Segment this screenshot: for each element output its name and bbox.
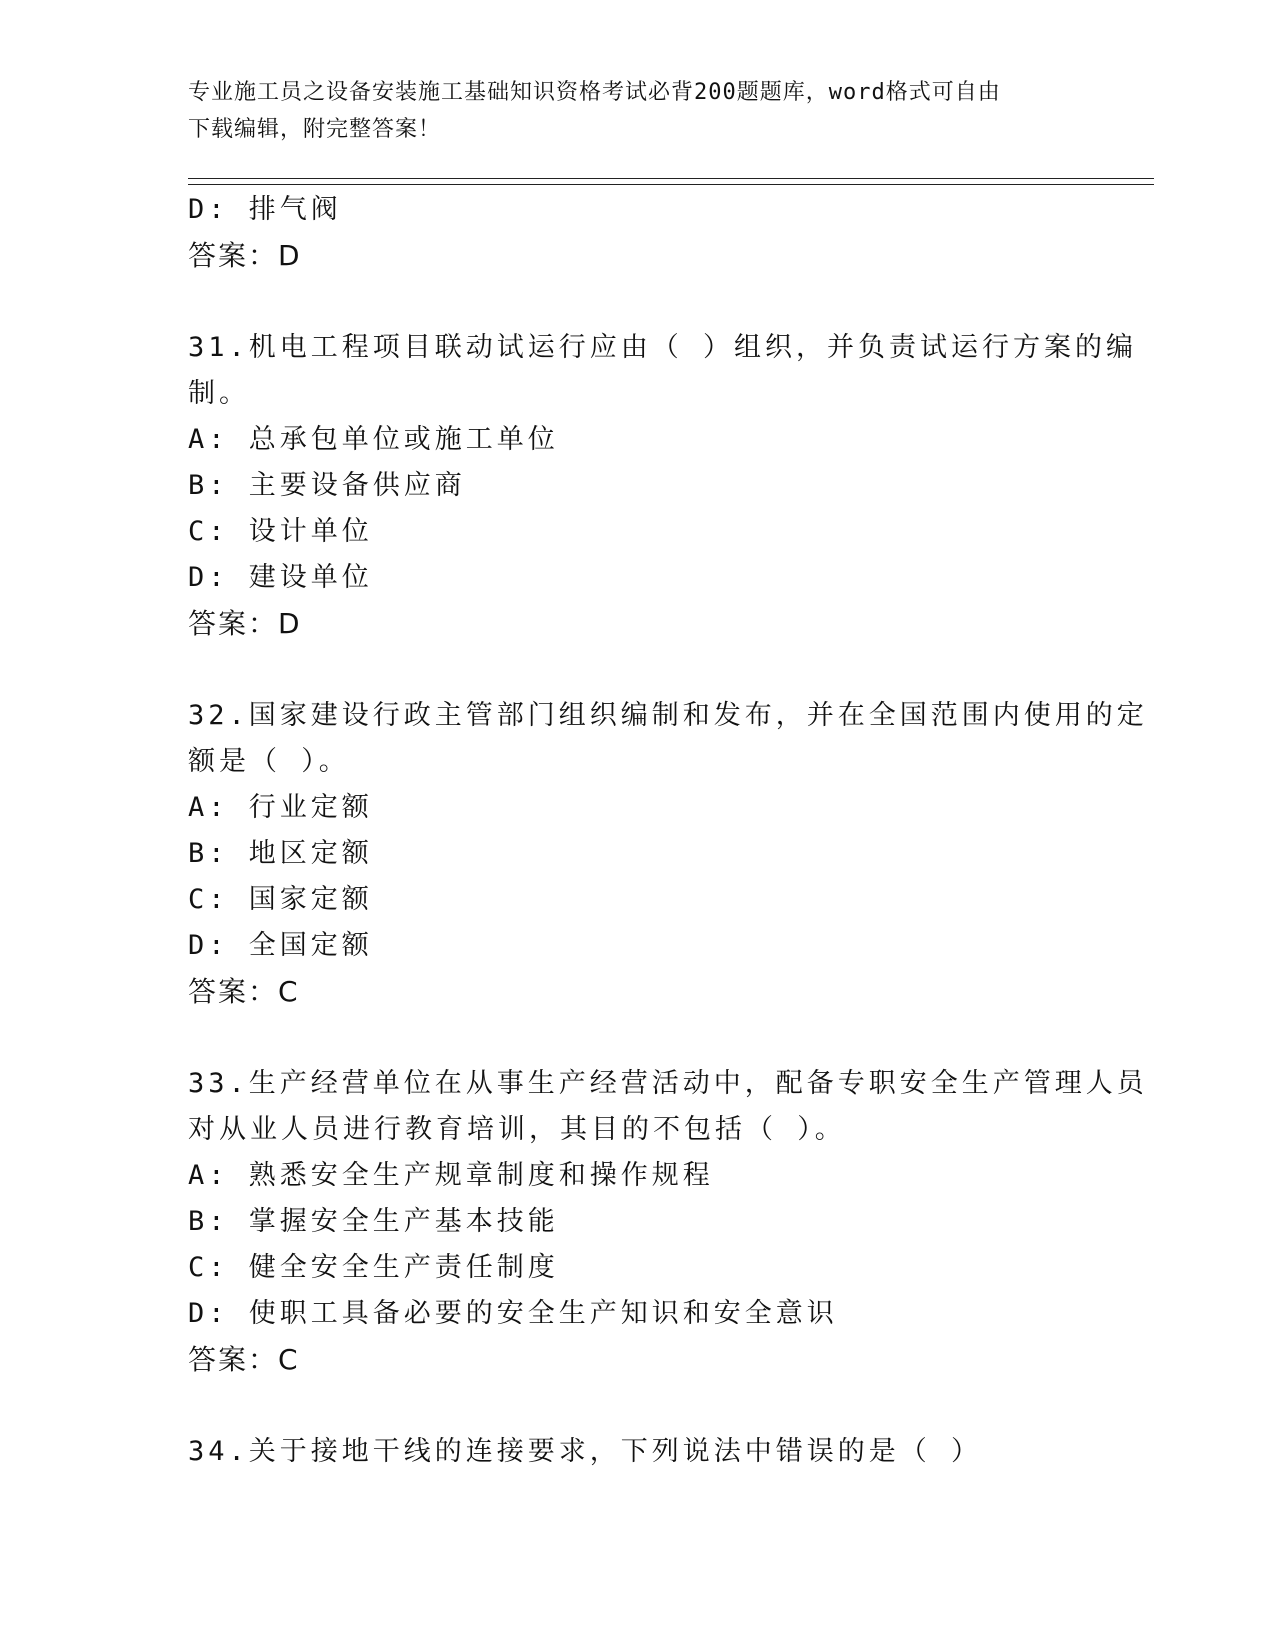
question-32-text-line-2: 额是（ ）。 [188,746,350,777]
question-32-option-a: A: 行业定额 [188,792,373,823]
option-d-prev: D: 排气阀 [188,194,342,225]
question-34-text-line-1: 34.关于接地干线的连接要求，下列说法中错误的是（ ） [188,1436,983,1467]
question-31-option-c: C: 设计单位 [188,516,373,547]
answer-prev: 答案：D [188,239,302,272]
question-31-text-line-2: 制。 [188,378,250,409]
question-33-text-line-1: 33.生产经营单位在从事生产经营活动中，配备专职安全生产管理人员 [188,1068,1148,1099]
question-32-option-c: C: 国家定额 [188,884,373,915]
question-32-option-d: D: 全国定额 [188,930,373,961]
question-33-option-d: D: 使职工具备必要的安全生产知识和安全意识 [188,1298,838,1329]
question-33-option-c: C: 健全安全生产责任制度 [188,1252,559,1283]
question-33-option-b: B: 掌握安全生产基本技能 [188,1206,559,1237]
spacer [188,279,1088,325]
question-32-option-b: B: 地区定额 [188,838,373,869]
question-31-option-d: D: 建设单位 [188,562,373,593]
header-divider-bottom [188,184,1154,185]
question-33-option-a: A: 熟悉安全生产规章制度和操作规程 [188,1160,714,1191]
question-31-option-a: A: 总承包单位或施工单位 [188,424,559,455]
spacer [188,1383,1088,1429]
header-line-2: 下载编辑，附完整答案！ [188,117,442,142]
header-line-1: 专业施工员之设备安装施工基础知识资格考试必背200题题库，word格式可自由 [188,80,1001,105]
document-header [188,74,1068,148]
spacer [188,1015,1088,1061]
spacer [188,647,1088,693]
question-33-answer: 答案：C [188,1343,300,1376]
question-list [188,187,1148,1475]
question-33-text-line-2: 对从业人员进行教育培训，其目的不包括（ ）。 [188,1114,846,1145]
question-31-option-b: B: 主要设备供应商 [188,470,466,501]
question-31-answer: 答案：D [188,607,302,640]
header-divider-top [188,178,1154,179]
question-32-text-line-1: 32.国家建设行政主管部门组织编制和发布，并在全国范围内使用的定 [188,700,1148,731]
question-32-answer: 答案：C [188,975,300,1008]
question-31-text-line-1: 31.机电工程项目联动试运行应由（ ）组织，并负责试运行方案的编 [188,332,1138,363]
